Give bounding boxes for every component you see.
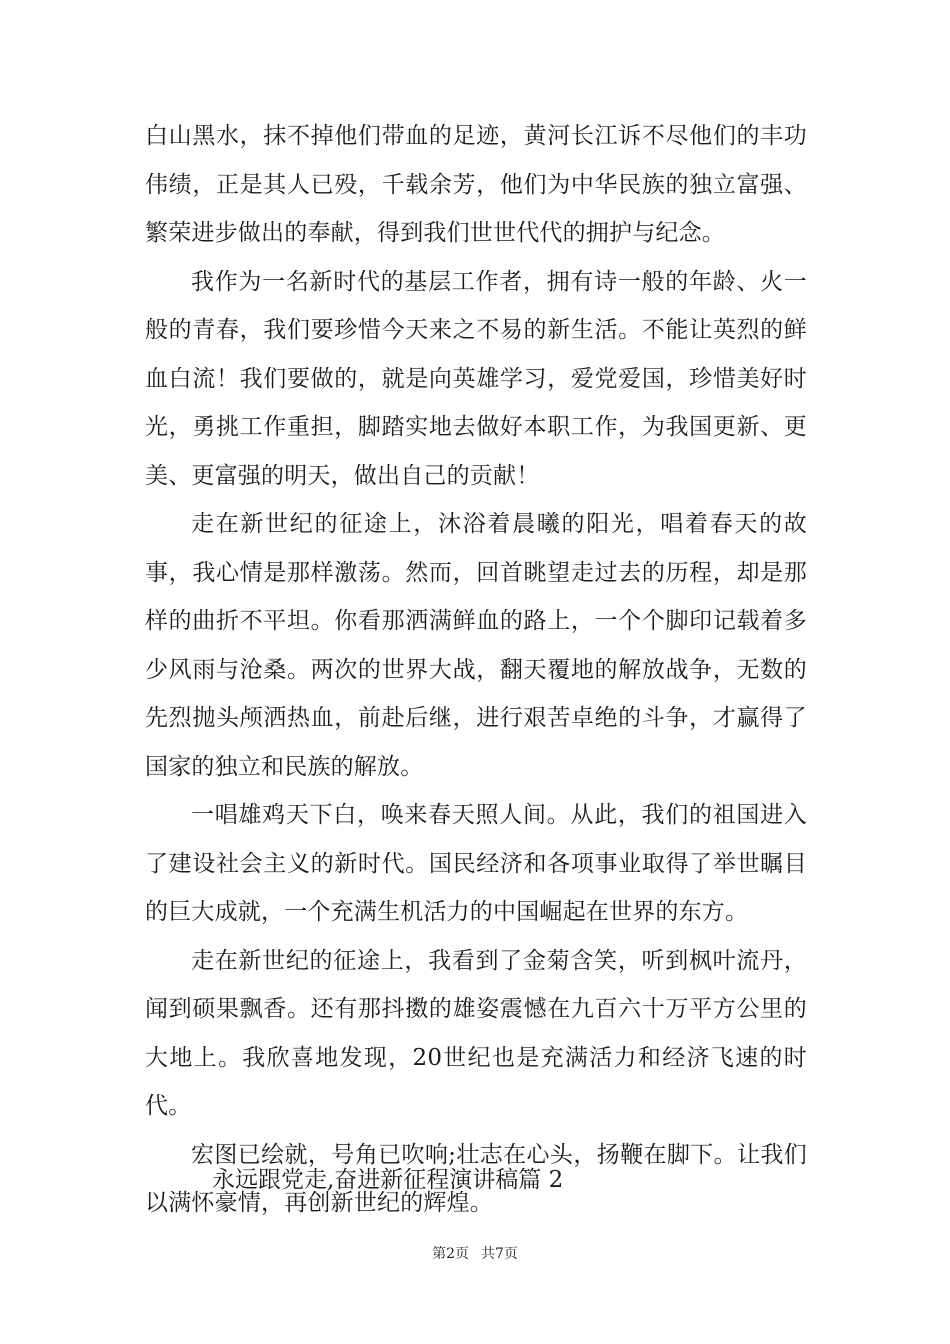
section-title: 永远跟党走,奋进新征程演讲稿篇 2 <box>212 1167 564 1193</box>
paragraph: 走在新世纪的征途上，我看到了金菊含笑，听到枫叶流丹，闻到硕果飘香。还有那抖擞的雄姿震憾在九百六十万平方公里的大地上。我欣喜地发现，20世纪也是充满活力和经济飞速的时代。 <box>145 947 807 1119</box>
paragraph: 白山黑水，抹不掉他们带血的足迹，黄河长江诉不尽他们的丰功伟绩，正是其人已殁，千载余芳，他们为中华民族的独立富强、繁荣进步做出的奉献，得到我们世世代代的拥护与纪念。 <box>145 123 807 246</box>
paragraph: 一唱雄鸡天下白，唤来春天照人间。从此，我们的祖国进入了建设社会主义的新时代。国民经济和各项事业取得了举世瞩目的巨大成就，一个充满生机活力的中国崛起在世界的东方。 <box>145 802 807 925</box>
page-footer <box>0 1244 950 1264</box>
page-number: 第2页 <box>432 1246 469 1262</box>
paragraph: 走在新世纪的征途上，沐浴着晨曦的阳光，唱着春天的故事，我心情是那样激荡。然而，回首眺望走过去的历程，却是那样的曲折不平坦。你看那洒满鲜血的路上，一个个脚印记载着多少风雨与沧桑。两次的世界大战，翻天覆地的解放战争，无数的先烈抛头颅洒热血，前赴后继，进行艰苦卓绝的斗争，才赢得了国家的独立和民族的解放。 <box>145 511 807 780</box>
paragraph: 宏图已绘就，号角已吹响;壮志在心头，扬鞭在脚下。让我们以满怀豪情，再创新世纪的辉煌。 <box>145 1141 807 1216</box>
document-body <box>145 112 807 1228</box>
paragraph: 我作为一名新时代的基层工作者，拥有诗一般的年龄、火一般的青春，我们要珍惜今天来之不易的新生活。不能让英烈的鲜血白流！我们要做的，就是向英雄学习，爱党爱国，珍惜美好时光，勇挑工作重担，脚踏实地去做好本职工作，为我国更新、更美、更富强的明天，做出自己的贡献！ <box>145 268 807 489</box>
page-total: 共7页 <box>481 1246 518 1262</box>
